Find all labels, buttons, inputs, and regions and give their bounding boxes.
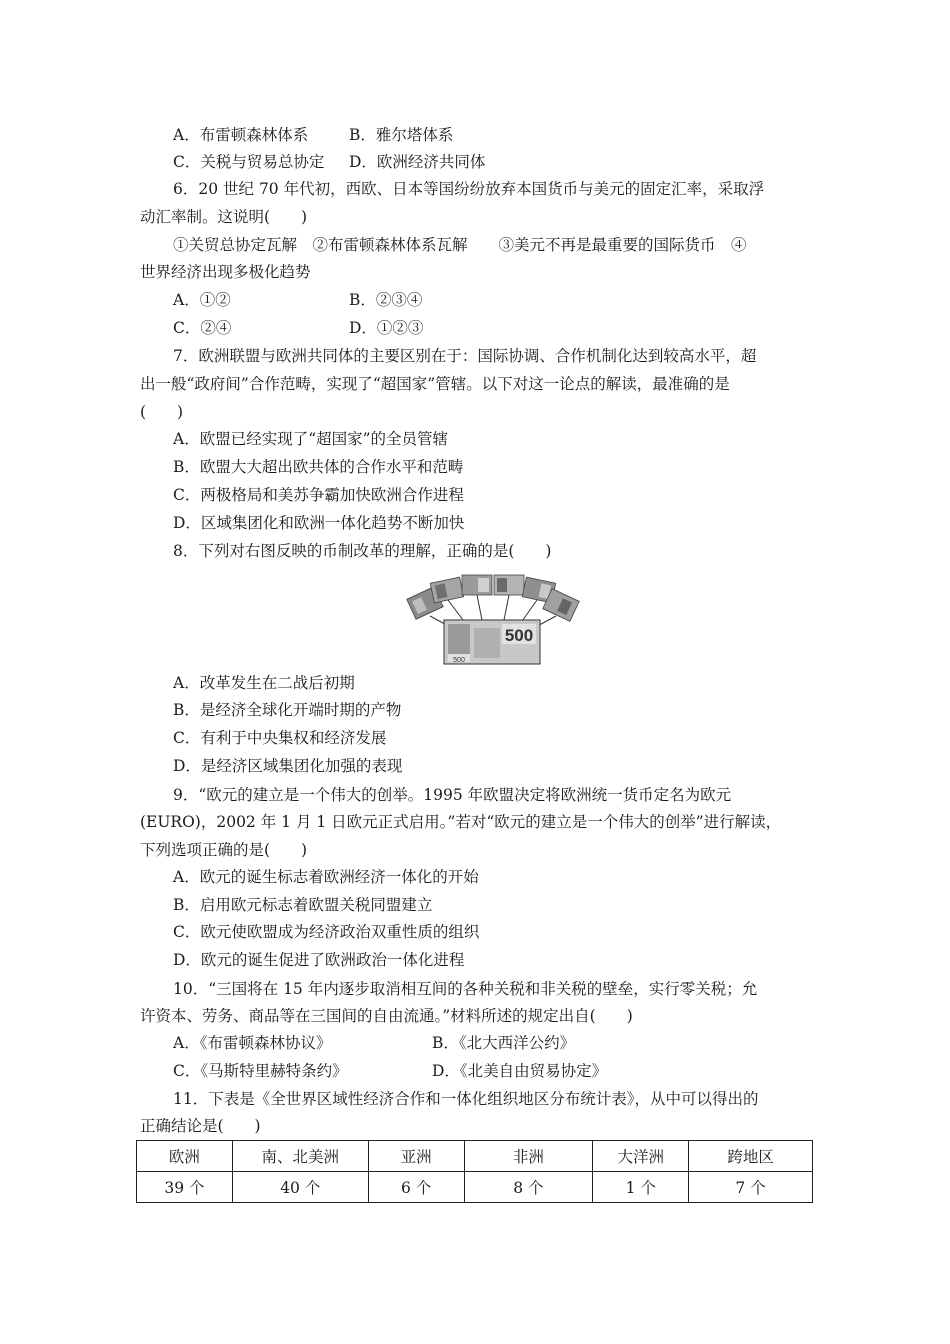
q5-option-d: D．欧洲经济共同体 — [349, 153, 486, 171]
national-banknote-2 — [430, 577, 464, 603]
region-distribution-table — [136, 1140, 813, 1203]
q6-option-c: C．②④ — [173, 319, 232, 337]
table-header-cell: 欧洲 — [137, 1141, 233, 1172]
q5-option-a: A．布雷顿森林体系 — [173, 126, 309, 144]
q8-option-a: A．改革发生在二战后初期 — [173, 674, 355, 692]
q8-option-d: D．是经济区域集团化加强的表现 — [173, 757, 403, 775]
table-cell: 40 个 — [232, 1172, 368, 1203]
q9-option-b: B．启用欧元标志着欧盟关税同盟建立 — [173, 896, 433, 914]
q10-option-c: C．《马斯特里赫特条约》 — [173, 1062, 348, 1080]
q6-stem-line-2: 动汇率制。这说明( ) — [140, 208, 308, 226]
q10-option-b: B．《北大西洋公约》 — [432, 1034, 576, 1052]
q6-option-a: A．①② — [173, 291, 231, 309]
euro-banknotes-figure — [404, 574, 580, 666]
table-header-cell: 大洋洲 — [593, 1141, 689, 1172]
q6-stem-line-1: 6．20 世纪 70 年代初，西欧、日本等国纷纷放弃本国货币与美元的固定汇率，采取浮 — [173, 180, 765, 198]
q7-option-c: C．两极格局和美苏争霸加快欧洲合作进程 — [173, 486, 464, 504]
q7-stem-line-3: ( ) — [140, 403, 184, 421]
table-header-row — [137, 1141, 813, 1172]
banknote-value-label: 500 — [504, 626, 534, 645]
q10-option-a: A．《布雷顿森林协议》 — [173, 1034, 332, 1052]
table-cell: 7 个 — [689, 1172, 813, 1203]
table-header-cell: 跨地区 — [689, 1141, 813, 1172]
table-header-cell: 南、北美洲 — [232, 1141, 368, 1172]
q8-option-c: C．有利于中央集权和经济发展 — [173, 729, 387, 747]
table-cell: 39 个 — [137, 1172, 233, 1203]
q9-stem-line-2: (EURO)，2002 年 1 月 1 日欧元正式启用。”若对“欧元的建立是一个伟大的创举”进行解读， — [140, 813, 782, 831]
q6-items-line-1: ①关贸总协定瓦解 ②布雷顿森林体系瓦解 ③美元不再是最重要的国际货币 ④ — [173, 236, 747, 254]
q5-option-c: C．关税与贸易总协定 — [173, 153, 325, 171]
national-banknote-4 — [494, 575, 524, 595]
q7-option-a: A．欧盟已经实现了“超国家”的全员管辖 — [173, 430, 449, 448]
table-cell: 1 个 — [593, 1172, 689, 1203]
q7-option-d: D．区域集团化和欧洲一体化趋势不断加快 — [173, 514, 465, 532]
banknote-value-corner: 500 — [453, 657, 465, 664]
q11-stem-line-2: 正确结论是( ) — [140, 1117, 261, 1135]
q8-option-b: B．是经济全球化开端时期的产物 — [173, 701, 402, 719]
table-header-cell: 亚洲 — [368, 1141, 464, 1172]
q9-option-d: D．欧元的诞生促进了欧洲政治一体化进程 — [173, 951, 465, 969]
q7-stem-line-1: 7．欧洲联盟与欧洲共同体的主要区别在于：国际协调、合作机制化达到较高水平，超 — [173, 347, 757, 365]
q7-stem-line-2: 出一般“政府间”合作范畴，实现了“超国家”管辖。以下对这一论点的解读，最准确的是 — [140, 375, 730, 393]
q10-option-d: D．《北美自由贸易协定》 — [432, 1062, 608, 1080]
q10-stem-line-1: 10．“三国将在 15 年内逐步取消相互间的各种关税和非关税的壁垒，实行零关税；允 — [173, 980, 758, 998]
q8-stem: 8．下列对右图反映的币制改革的理解，正确的是( ) — [173, 542, 552, 560]
q6-items-line-2: 世界经济出现多极化趋势 — [140, 263, 311, 281]
q7-option-b: B．欧盟大大超出欧共体的合作水平和范畴 — [173, 458, 464, 476]
table-header-cell: 非洲 — [464, 1141, 593, 1172]
table-cell: 6 个 — [368, 1172, 464, 1203]
q9-stem-line-3: 下列选项正确的是( ) — [140, 841, 308, 859]
q6-option-d: D．①②③ — [349, 319, 424, 337]
q9-option-c: C．欧元使欧盟成为经济政治双重性质的组织 — [173, 923, 480, 941]
national-banknote-3 — [462, 575, 492, 595]
q9-stem-line-1: 9．“欧元的建立是一个伟大的创举。1995 年欧盟决定将欧洲统一货币定名为欧元 — [173, 786, 732, 804]
q10-stem-line-2: 许资本、劳务、商品等在三国间的自由流通。”材料所述的规定出自( ) — [140, 1007, 633, 1025]
table-cell: 8 个 — [464, 1172, 593, 1203]
q6-option-b: B．②③④ — [349, 291, 423, 309]
q9-option-a: A．欧元的诞生标志着欧洲经济一体化的开始 — [173, 868, 479, 886]
q11-stem-line-1: 11．下表是《全世界区域性经济合作和一体化组织地区分布统计表》，从中可以得出的 — [173, 1090, 759, 1108]
q5-option-b: B．雅尔塔体系 — [349, 126, 454, 144]
table-row — [137, 1172, 813, 1203]
